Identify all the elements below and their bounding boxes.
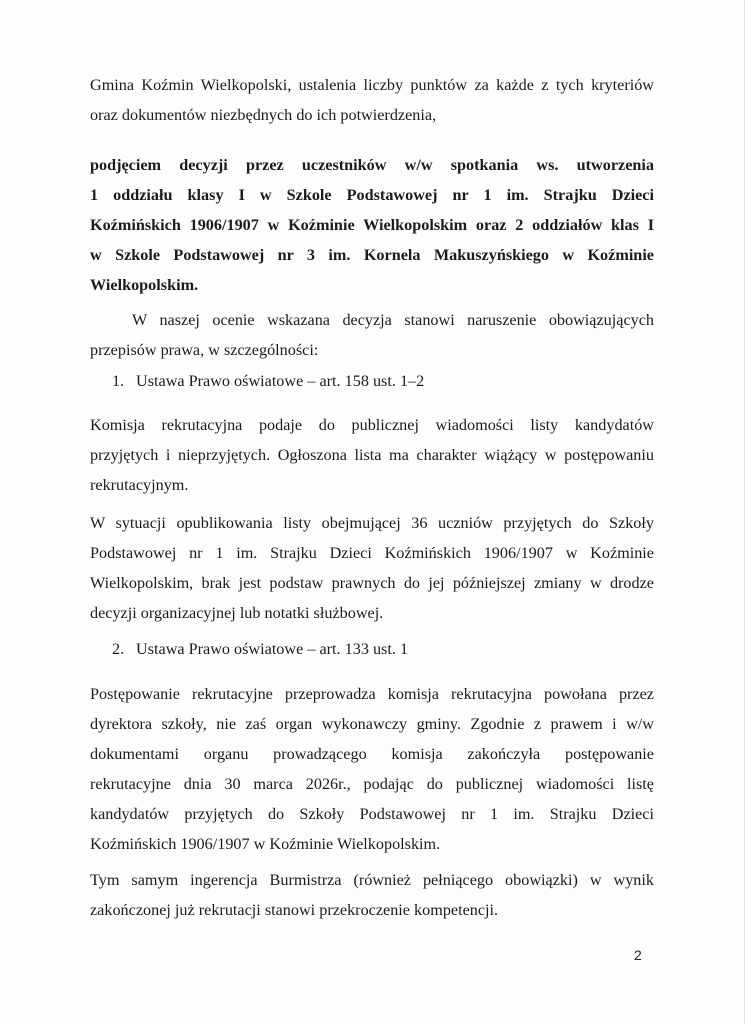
- paragraph-procedure: [90, 679, 654, 859]
- text-line: W naszej ocenie wskazana decyzja stanowi naruszenie obowiązujących: [132, 311, 654, 329]
- text-line: przyjętych i nieprzyjętych. Ogłoszona lista ma charakter wiążący w postępowaniu: [90, 446, 654, 464]
- text-line: oraz dokumentów niezbędnych do ich potwierdzenia,: [90, 106, 437, 124]
- list-item-2: [112, 634, 408, 664]
- text-line: Podstawowej nr 1 im. Strajku Dzieci Koźmińskich 1906/1907 w Koźminie: [90, 544, 654, 562]
- text-line: dyrektora szkoły, nie zaś organ wykonawczy gminy. Zgodnie z prawem i w/w: [90, 715, 654, 733]
- text-line: przepisów prawa, w szczególności:: [90, 341, 319, 359]
- list-number: 2.: [112, 640, 125, 658]
- text-line: Wielkopolskim, brak jest podstaw prawnych do jej późniejszej zmiany w drodze: [90, 574, 654, 592]
- paragraph-conclusion: [90, 865, 654, 925]
- text-line: W sytuacji opublikowania listy obejmującej 36 uczniów przyjętych do Szkoły: [90, 514, 654, 532]
- list-item-1: [112, 366, 424, 396]
- text-line: Postępowanie rekrutacyjne przeprowadza komisja rekrutacyjna powołana przez: [90, 685, 654, 703]
- text-line: zakończonej już rekrutacji stanowi przekroczenie kompetencji.: [90, 901, 499, 919]
- text-line: Tym samym ingerencja Burmistrza (również pełniącego obowiązki) w wynik: [90, 871, 654, 889]
- paragraph-criteria: [90, 70, 654, 130]
- text-line: rekrutacyjnym.: [90, 476, 189, 494]
- text-line: podjęciem decyzji przez uczestników w/w spotkania ws. utworzenia: [90, 156, 654, 174]
- text-line: Gmina Koźmin Wielkopolski, ustalenia liczby punktów za każde z tych kryteriów: [90, 76, 654, 94]
- paragraph-list-published: [90, 508, 654, 628]
- text-line: 1 oddziału klasy I w Szkole Podstawowej nr 1 im. Strajku Dzieci: [90, 186, 654, 204]
- text-line: decyzji organizacyjnej lub notatki służbowej.: [90, 604, 384, 622]
- text-line: dokumentami organu prowadzącego komisja zakończyła postępowanie: [90, 745, 654, 763]
- text-line: Wielkopolskim.: [90, 276, 199, 294]
- list-number: 1.: [112, 372, 125, 390]
- page-number: 2: [634, 947, 642, 963]
- paragraph-decision-bold: [90, 150, 654, 300]
- text-line: w Szkole Podstawowej nr 3 im. Kornela Makuszyńskiego w Koźminie: [90, 246, 654, 264]
- paragraph-assessment: [90, 305, 654, 365]
- text-line: kandydatów przyjętych do Szkoły Podstawowej nr 1 im. Strajku Dzieci: [90, 805, 654, 823]
- list-text: Ustawa Prawo oświatowe – art. 133 ust. 1: [136, 640, 409, 658]
- text-line: Komisja rekrutacyjna podaje do publicznej wiadomości listy kandydatów: [90, 416, 654, 434]
- paragraph-commission: [90, 410, 654, 500]
- list-text: Ustawa Prawo oświatowe – art. 158 ust. 1–2: [136, 372, 425, 390]
- text-line: Koźmińskich 1906/1907 w Koźminie Wielkopolskim.: [90, 835, 441, 853]
- text-line: rekrutacyjne dnia 30 marca 2026r., podając do publicznej wiadomości listę: [90, 775, 654, 793]
- text-line: Koźmińskich 1906/1907 w Koźminie Wielkopolskim oraz 2 oddziałów klas I: [90, 216, 654, 234]
